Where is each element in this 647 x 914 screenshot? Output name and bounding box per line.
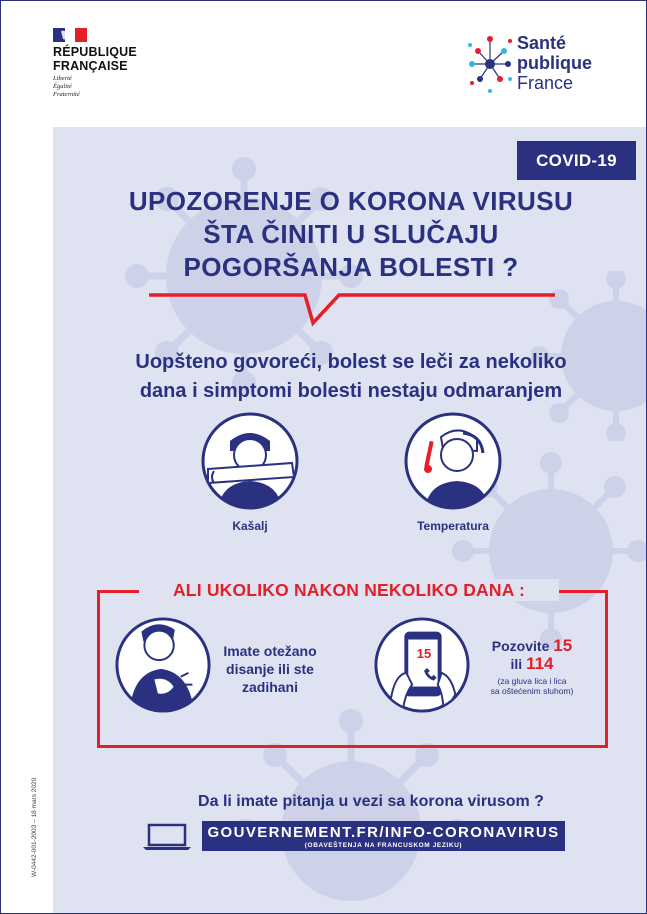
phone-call-icon — [373, 616, 471, 714]
republic-name-line2: FRANÇAISE — [53, 59, 128, 73]
call-or: ili — [510, 656, 523, 672]
breathing-line1: Imate otežano — [223, 643, 317, 659]
footer-question: Da li imate pitanja u vezi sa korona virusom ? — [198, 793, 544, 810]
breathing-line3: zadihani — [241, 679, 298, 695]
call-prefix: Pozovite — [491, 638, 550, 654]
spf-line3: France — [517, 73, 574, 93]
motto-egalite: Égalité — [53, 83, 72, 90]
document-reference-code: W-0442-001-2003 – 18 mars 2020 — [31, 777, 38, 877]
main-title — [61, 185, 641, 284]
speech-bubble-underline-icon — [149, 291, 555, 331]
website-url-note: (OBAVEŠTENJA NA FRANCUSKOM JEZIKU) — [304, 842, 463, 849]
breathing-line2: disanje ili ste — [226, 661, 314, 677]
phone-screen-number: 15 — [416, 646, 432, 661]
sante-publique-france-logo-icon — [464, 31, 516, 97]
motto-fraternite: Fraternité — [53, 91, 80, 98]
subtitle — [61, 348, 641, 406]
alert-title: ALI UKOLIKO NAKON NEKOLIKO DANA : — [139, 579, 559, 601]
call-note-line2: sa oštećenim sluhom) — [490, 686, 574, 696]
symptom-fever-label: Temperatura — [417, 519, 489, 533]
title-line2: ŠTA ČINITI U SLUČAJU — [203, 219, 499, 249]
republique-francaise-logo — [53, 28, 137, 99]
call-instructions — [478, 637, 586, 696]
cough-icon — [200, 411, 300, 511]
marianne-flag-icon — [53, 28, 87, 42]
motto-liberte: Liberté — [53, 75, 72, 82]
call-number-15: 15 — [553, 636, 573, 655]
spf-line1: Santé — [517, 33, 567, 53]
website-url[interactable]: GOUVERNEMENT.FR/INFO-CORONAVIRUS — [207, 824, 560, 841]
sante-publique-france-wordmark — [517, 33, 592, 93]
title-line1: UPOZORENJE O KORONA VIRUSU — [128, 186, 574, 216]
subtitle-line1: Uopšteno govoreći, bolest se leči za nekoliko — [135, 351, 567, 373]
spf-line2: publique — [517, 53, 592, 73]
symptom-cough-label: Kašalj — [232, 519, 268, 533]
fever-icon — [403, 411, 503, 511]
breathing-text — [215, 642, 325, 696]
republic-name-line1: RÉPUBLIQUE — [53, 45, 137, 59]
website-link[interactable] — [202, 821, 565, 851]
laptop-icon — [142, 823, 192, 851]
call-note-line1: (za gluva lica i lica — [497, 676, 567, 686]
breathing-difficulty-icon — [114, 616, 212, 714]
title-line3: POGORŠANJA BOLESTI ? — [183, 252, 519, 282]
subtitle-line2: dana i simptomi bolesti nestaju odmaranjem — [139, 380, 563, 402]
call-number-114: 114 — [526, 654, 554, 673]
covid19-badge: COVID-19 — [517, 141, 636, 180]
